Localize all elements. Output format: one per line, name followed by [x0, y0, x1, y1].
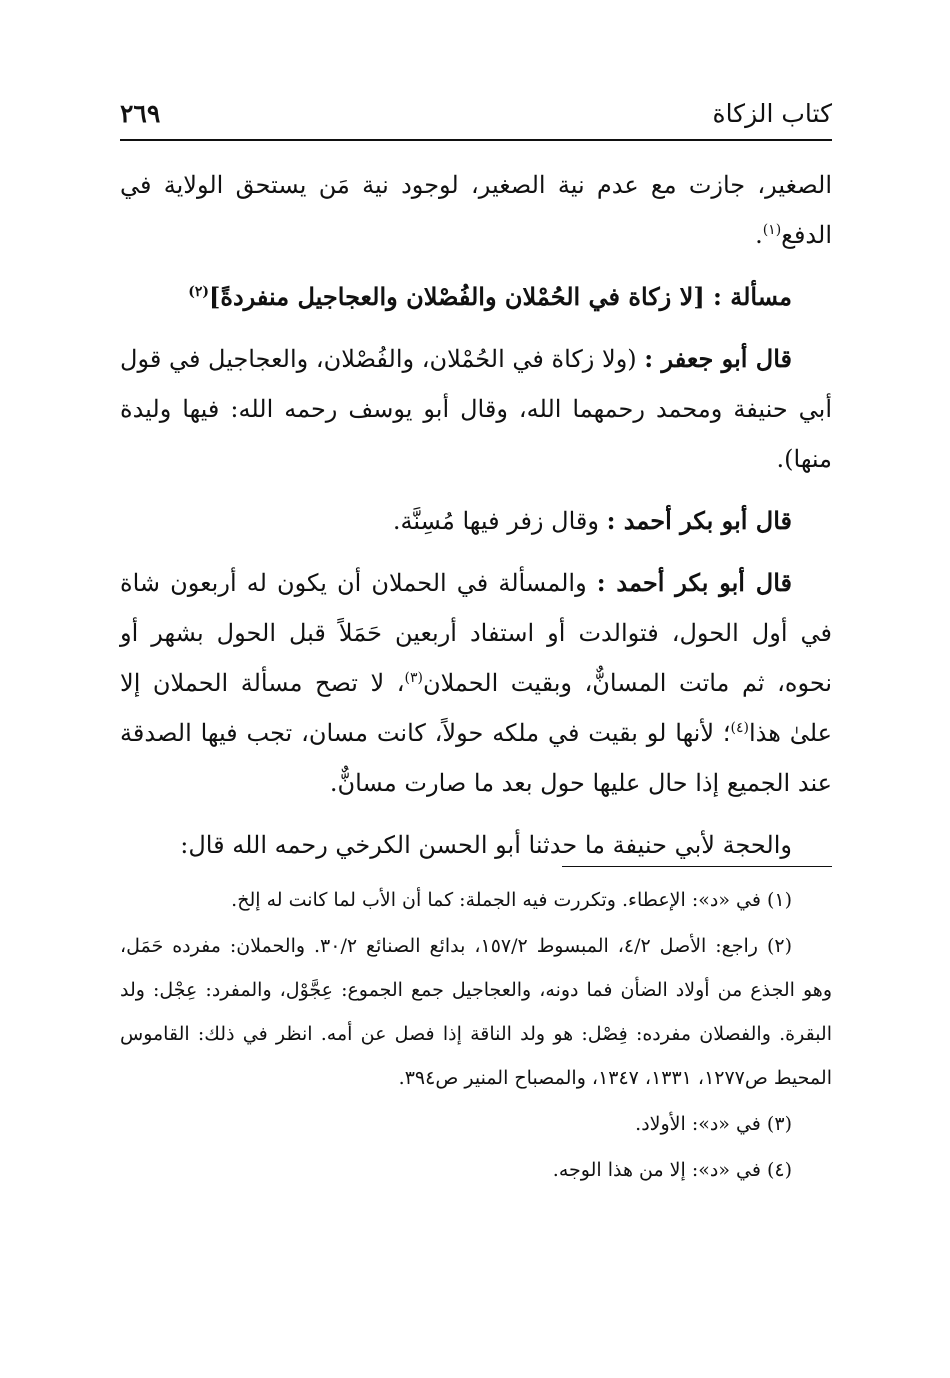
- footnote-ref-2: (٢): [188, 284, 210, 300]
- paragraph-text: (ولا زكاة في الحُمْلان، والفُصْلان، والعجاجيل في قول أبي حنيفة ومحمد رحمهما الله، وقال أبو يوسف رحمه الله: فيها وليدة منها).: [120, 345, 832, 473]
- paragraph-evidence: [120, 820, 832, 870]
- paragraph-abu-jafar: [120, 334, 832, 484]
- speaker-label: قال أبو بكر أحمد :: [606, 506, 792, 535]
- footnotes: [120, 878, 832, 1194]
- speaker-label: قال أبو جعفر :: [644, 344, 792, 373]
- paragraph-text: وقال زفر فيها مُسِنَّة.: [392, 507, 607, 535]
- paragraph-text: الصغير، جازت مع عدم نية الصغير، لوجود نية مَن يستحق الولاية في الدفع: [120, 171, 832, 249]
- paragraph-continuation: [120, 160, 832, 260]
- paragraph-text: ؛ لأنها لو بقيت في ملكه حولاً، كانت مسان، تجب فيها الصدقة عند الجميع إذا حال عليها حول بعد ما صارت مسانٌّ.: [120, 719, 832, 797]
- paragraph-text: والمسألة في الحملان أن يكون له أربعون شاة في أول الحول، فتوالدت أو استفاد أربعين حَمَلاً قبل الحول بشهر أو نحوه، ثم ماتت المسانٌّ، وبقيت الحملان: [120, 569, 833, 697]
- footnote-2: (٢) راجع: الأصل ٤/٢، المبسوط ١٥٧/٢، بدائع الصنائع ٣٠/٢. والحملان: مفرده حَمَل، وهو الجذع من أولاد الضأن فما دونه، والعجاجيل جمع الجموع: عِجَّوْل، والمفرد: عِجْل: ولد البقرة. والفصلان مفرده: فِصْل: هو ولد الناقة إذا فصل عن أمه. انظر في ذلك: القاموس المحيط ص١٢٧٧، ١٣٣١، ١٣٤٧، والمصباح المنير ص٣٩٤.: [120, 935, 832, 1089]
- paragraph-end: .: [755, 221, 763, 249]
- section-heading: [120, 272, 832, 322]
- paragraph-abu-bakr-1: [120, 496, 832, 546]
- running-title: كتاب الزكاة: [712, 99, 832, 128]
- footnote-ref-1: (١): [762, 222, 782, 238]
- page-header: [120, 94, 832, 134]
- paragraph-text: ، لا تصح مسألة الحملان إلا علىٰ هذا: [120, 669, 832, 747]
- speaker-label: قال أبو بكر أحمد :: [596, 568, 792, 597]
- footnote-1: (١) في «د»: الإعطاء. وتكررت فيه الجملة: كما أن الأب لما كانت له إلخ.: [231, 889, 792, 911]
- footnote-3: (٣) في «د»: الأولاد.: [635, 1113, 792, 1135]
- paragraph-abu-bakr-2: [120, 558, 832, 808]
- page-number: ٢٦٩: [120, 99, 161, 128]
- footnote-ref-3: (٣): [404, 670, 423, 686]
- footnote-4: (٤) في «د»: إلا من هذا الوجه.: [552, 1159, 792, 1181]
- paragraph-text: والحجة لأبي حنيفة ما حدثنا أبو الحسن الكرخي رحمه الله قال:: [180, 831, 792, 859]
- footnote-separator: [562, 866, 832, 867]
- header-rule: [120, 139, 832, 141]
- heading-text: مسألة : [لا زكاة في الحُمْلان والفُصْلان والعجاجيل منفردةً]: [209, 282, 792, 311]
- main-text: [120, 160, 832, 882]
- footnote-ref-4: (٤): [730, 720, 749, 736]
